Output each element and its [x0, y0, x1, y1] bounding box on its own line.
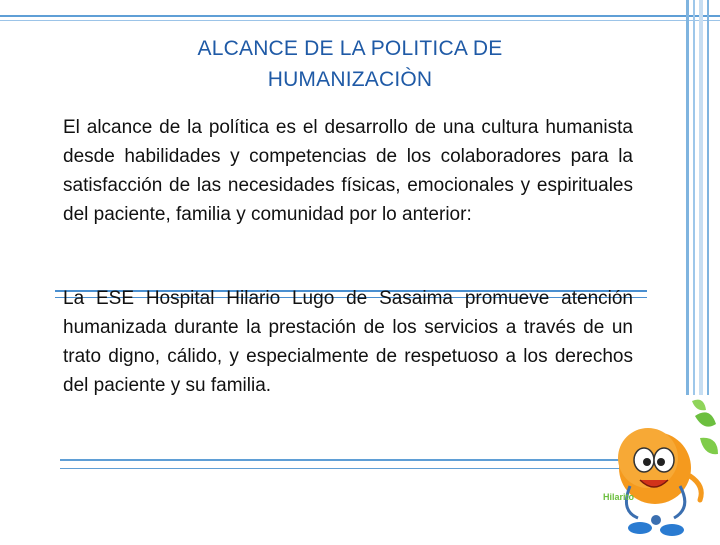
top-border-line [0, 15, 720, 17]
right-border-bar [707, 0, 709, 395]
right-border-bar [693, 0, 695, 395]
right-border-bar [699, 0, 703, 395]
title-line-2: HUMANIZACIÒN [267, 68, 433, 91]
bottom-divider-line [60, 459, 650, 461]
paragraph-scope: El alcance de la política es el desarrollo de una cultura humanista desde habilidades y competencias de los colaboradores para la satisfacción de las necesidades físicas, emocionales y espirituales del paciente, familia y comunidad por lo anterior: [63, 117, 633, 225]
mascot-icon [600, 396, 720, 540]
top-border-line-thin [0, 20, 720, 21]
paragraph-hospital: La ESE Hospital Hilario Lugo de Sasaima promueve atención humanizada durante la prestación de los servicios a través de un trato digno, cálido, y especialmente de respetuoso a los derechos del paciente y su familia. [63, 288, 633, 396]
mascot-image [600, 396, 720, 540]
bottom-divider-line-thin [60, 468, 650, 469]
svg-text:Hilarito: Hilarito [603, 492, 635, 502]
slide-title [100, 33, 600, 95]
right-border-bar [686, 0, 689, 395]
title-line-1: ALCANCE DE LA POLITICA DE [197, 37, 503, 60]
